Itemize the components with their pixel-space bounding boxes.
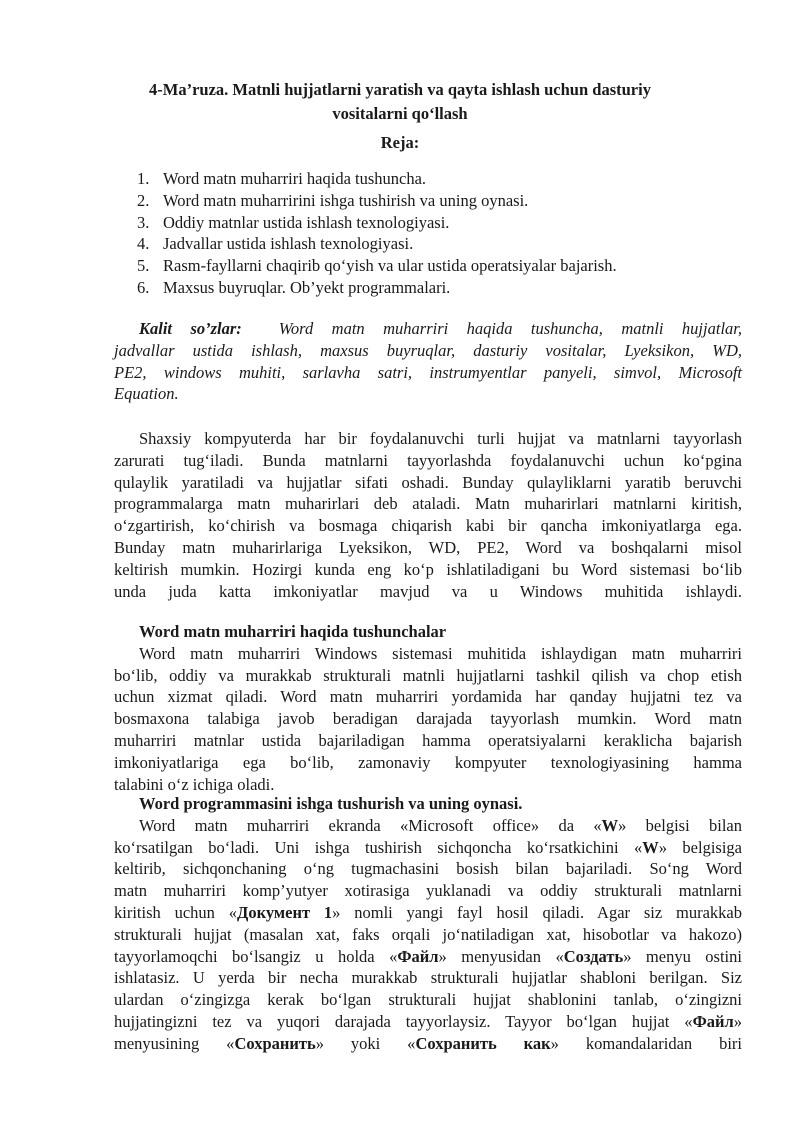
lecture-title bbox=[100, 78, 700, 126]
section-1-heading: Word matn muharriri haqida tushunchalar bbox=[139, 622, 447, 641]
plan-item: 4. Jadvallar ustida ishlash texnologiyasi. bbox=[137, 234, 414, 254]
section-1 bbox=[114, 621, 742, 795]
section-2 bbox=[114, 793, 742, 1055]
title-line-2: vositalarni qo‘llash bbox=[332, 104, 468, 123]
title-line-1: 4-Ma’ruza. Matnli hujjatlarni yaratish va qayta ishlash uchun dasturiy bbox=[149, 80, 651, 99]
plan-item: 5. Rasm-fayllarni chaqirib qo‘yish va ular ustida operatsiyalar bajarish. bbox=[137, 256, 617, 276]
plan-item: 6. Maxsus buyruqlar. Ob’yekt programmalari. bbox=[137, 277, 451, 297]
plan-item: 1. Word matn muharriri haqida tushuncha. bbox=[137, 169, 427, 188]
plan-heading: Reja: bbox=[380, 133, 420, 152]
intro-paragraph: Shaxsiy kompyuterda har bir foydalanuvchi turli hujjat va matnlarni tayyorlash zarurati tug‘iladi. Bunda matnlarni tayyorlashda foydalanuvchi uchun ko‘pgina qulaylik yaratiladi va hujjatlar sifati oshadi. Bunday qulayliklarni yaratib beruvchi programmalarga matn muharirlari deb ataladi. Matn muharirlari matnlarni kiritish, o‘zgartirish, ko‘chirish va bosmaga chiqarish kabi bir qancha imkoniyatlarga ega. Bunday matn muharirlariga Lyeksikon, WD, PE2, Word va boshqalarni misol keltirish mumkin. Hozirgi kunda eng ko‘p ishlatiladigani bu Word sistemasi bo‘lib unda juda katta imkoniyatlar mavjud va u Windows muhitida ishlaydi. bbox=[114, 429, 742, 601]
section-2-heading: Word programmasini ishga tushurish va uning oynasi. bbox=[139, 794, 523, 813]
plan-item: 3. Oddiy matnlar ustida ishlash texnologiyasi. bbox=[137, 212, 450, 232]
plan-list bbox=[137, 168, 617, 299]
section-2-paragraph: Word matn muharriri ekranda «Microsoft office» da «W» belgisi bilan ko‘rsatilgan bo‘ladi. Uni ishga tushirish sichqoncha ko‘rsatkichini «W» belgisiga keltirib, sichqonchaning o‘ng tugmachasini bosish bilan bajariladi. So‘ng Word matn muharriri komp’yutyer xotirasiga yuklanadi va oddiy strukturali matnlarni kiritish uchun «Документ 1» nomli yangi fayl hosil qiladi. Agar siz murakkab strukturali hujjat (masalan xat, faks orqali jo‘natiladigan xat, hisobotlar va hakozo) tayyorlamoqchi bo‘lsangiz u holda «Файл» menyusidan «Создать» menyu ostini ishlatasiz. U yerda bir necha murakkab strukturali hujjatlar shabloni berilgan. Siz ulardan o‘zingizga kerak bo‘lgan strukturali hujjat shablonini tanlab, o‘zingizni hujjatingizni tez va yuqori darajada tayyorlaysiz. Tayyor bo‘lgan hujjat «Файл» menyusining «Сохранить» yoki «Сохранить как» komandalaridan biri bbox=[114, 815, 743, 1053]
keywords-paragraph: Kalit so’zlar: Word matn muharriri haqida tushuncha, matnli hujjatlar, jadvallar ustida ishlash, maxsus buyruqlar, dasturiy vositalar, Lyeksikon, WD, PE2, windows muhiti, sarlavha satri, instrumyentlar panyeli, simvol, Microsoft Equation. bbox=[114, 319, 742, 404]
plan-item: 2. Word matn muharririni ishga tushirish va uning oynasi. bbox=[137, 190, 529, 210]
keywords-label: Kalit so’zlar: bbox=[139, 319, 242, 338]
section-1-paragraph: Word matn muharriri Windows sistemasi muhitida ishlaydigan matn muharriri bo‘lib, oddiy va murakkab strukturali matnli hujjatlarni tashkil qilish va chop etish uchun xizmat qiladi. Word matn muharriri yordamida har qanday hujjatni tez va bosmaxona talabiga javob beradigan darajada tayyorlash mumkin. Word matn muharriri matnlar ustida bajariladigan hamma operatsiyalarni keraklicha bajarish imkoniyatlariga ega bo‘lib, zamonaviy kompyuter texnologiyasining hamma talabini o‘z ichiga oladi. bbox=[114, 643, 742, 794]
